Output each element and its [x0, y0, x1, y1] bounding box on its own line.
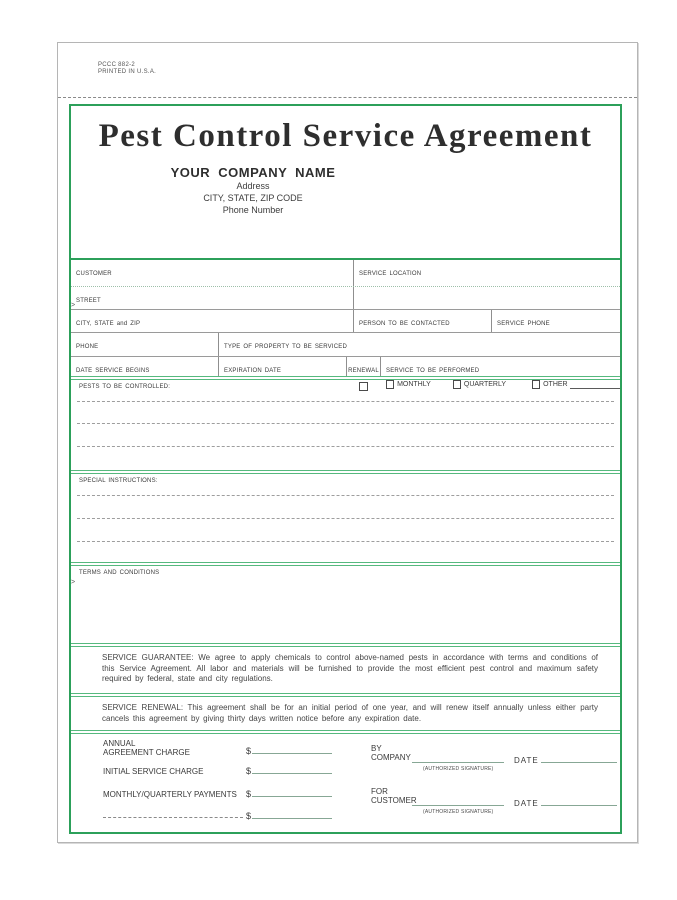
terms-label: TERMS AND CONDITIONS — [79, 570, 160, 576]
pest-control-agreement-form — [69, 104, 622, 834]
company-date-line[interactable] — [541, 762, 617, 763]
monthly-label: MONTHLY — [397, 381, 431, 388]
other-label: OTHER — [543, 381, 568, 388]
amount-line[interactable] — [252, 810, 332, 819]
initial-service-charge-label: INITIAL SERVICE CHARGE — [103, 767, 204, 776]
street-label: STREET — [76, 298, 101, 304]
section-separator — [71, 730, 620, 734]
printed-in-usa: PRINTED IN U.S.A. — [98, 69, 157, 75]
renewal-label: RENEWAL — [348, 368, 379, 374]
form-code — [98, 62, 156, 76]
authorized-signature-caption: (AUTHORIZED SIGNATURE) — [423, 766, 494, 772]
expiration-date-field[interactable] — [218, 357, 346, 377]
company-block — [133, 165, 373, 216]
print-marker: > — [71, 579, 76, 586]
charges-signatures-section — [71, 730, 620, 830]
date-service-begins-label: DATE SERVICE BEGINS — [76, 368, 150, 374]
write-line[interactable] — [77, 495, 614, 496]
dollar-sign: $ — [246, 746, 252, 756]
city-state-zip-label: CITY, STATE and ZIP — [76, 321, 141, 327]
customer-label: CUSTOMER — [76, 271, 112, 277]
write-line[interactable] — [77, 423, 614, 424]
phone-field[interactable] — [71, 333, 218, 356]
service-renewal-section — [71, 693, 620, 730]
quarterly-label: QUARTERLY — [463, 381, 507, 388]
extra-charge-amount — [246, 810, 332, 821]
scanned-page — [57, 42, 638, 843]
initial-service-charge-amount — [246, 765, 332, 776]
monthly-quarterly-payments-label: MONTHLY/QUARTERLY PAYMENTS — [103, 790, 237, 799]
company-city-state-zip: CITY, STATE, ZIP CODE — [203, 193, 303, 203]
company-address: Address — [236, 181, 270, 191]
form-title: Pest Control Service Agreement — [98, 118, 593, 154]
date-service-begins-field[interactable] — [71, 357, 218, 377]
special-instructions-label: SPECIAL INSTRUCTIONS: — [79, 478, 158, 484]
service-location-field-continued[interactable] — [353, 287, 620, 309]
renewal-field — [346, 357, 380, 377]
perforation-line — [58, 97, 637, 98]
write-line[interactable] — [77, 518, 614, 519]
person-to-be-contacted-field[interactable] — [353, 310, 491, 332]
extra-charge-dashed-line[interactable] — [103, 817, 243, 818]
customer-date-line[interactable] — [541, 805, 617, 806]
type-of-property-label: TYPE OF PROPERTY TO BE SERVICED — [224, 344, 348, 350]
dollar-sign: $ — [246, 766, 252, 776]
customer-signature-line[interactable] — [412, 805, 504, 806]
service-phone-label: SERVICE PHONE — [497, 321, 550, 327]
special-instructions-section[interactable] — [71, 470, 620, 562]
phone-label: PHONE — [76, 344, 99, 350]
company-name: YOUR COMPANY NAME — [170, 165, 336, 180]
write-line[interactable] — [77, 401, 614, 402]
date-label: DATE — [514, 756, 539, 765]
write-line[interactable] — [77, 541, 614, 542]
service-location-label: SERVICE LOCATION — [359, 271, 422, 277]
dollar-sign: $ — [246, 789, 252, 799]
annual-agreement-charge-amount — [246, 745, 332, 756]
pests-label: PESTS TO BE CONTROLLED: — [79, 384, 171, 390]
service-guarantee-paragraph: SERVICE GUARANTEE: We agree to apply chemicals to control above-named pests in accordance with terms and conditions of this Service Agreement. All labor and materials will be furnished to provide the most efficient pest control and maximum safety required by federal, state and city regulations. — [102, 653, 598, 683]
type-of-property-field[interactable] — [218, 333, 620, 356]
service-to-be-performed-label: SERVICE TO BE PERFORMED — [386, 368, 480, 374]
amount-line[interactable] — [252, 765, 332, 774]
customer-field[interactable] — [71, 260, 353, 286]
for-customer-label: FOR CUSTOMER — [371, 787, 417, 805]
pests-section[interactable] — [71, 376, 620, 470]
service-renewal-paragraph: SERVICE RENEWAL: This agreement shall be for an initial period of one year, and will renew itself annually unless either party cancels this agreement by giving thirty days written notice before any expiration date. — [102, 703, 598, 723]
service-guarantee-section — [71, 643, 620, 693]
form-code-number: PCCC 882-2 — [98, 62, 136, 68]
dollar-sign: $ — [246, 811, 252, 821]
write-line[interactable] — [77, 446, 614, 447]
service-phone-field[interactable] — [491, 310, 620, 332]
street-field[interactable] — [71, 287, 353, 309]
by-company-label: BY COMPANY — [371, 744, 411, 762]
company-phone: Phone Number — [222, 205, 284, 215]
authorized-signature-caption: (AUTHORIZED SIGNATURE) — [423, 809, 494, 815]
terms-section[interactable] — [71, 562, 620, 643]
expiration-date-label: EXPIRATION DATE — [224, 368, 282, 374]
service-location-field[interactable] — [353, 260, 620, 286]
monthly-quarterly-payments-amount — [246, 788, 332, 799]
service-to-be-performed-field — [380, 357, 620, 388]
annual-agreement-charge-label: ANNUAL AGREEMENT CHARGE — [103, 739, 190, 757]
amount-line[interactable] — [252, 788, 332, 797]
date-label: DATE — [514, 799, 539, 808]
company-signature-line[interactable] — [412, 762, 504, 763]
amount-line[interactable] — [252, 745, 332, 754]
person-to-be-contacted-label: PERSON TO BE CONTACTED — [359, 321, 450, 327]
city-state-zip-field[interactable] — [71, 310, 353, 332]
print-marker: > — [71, 302, 76, 309]
